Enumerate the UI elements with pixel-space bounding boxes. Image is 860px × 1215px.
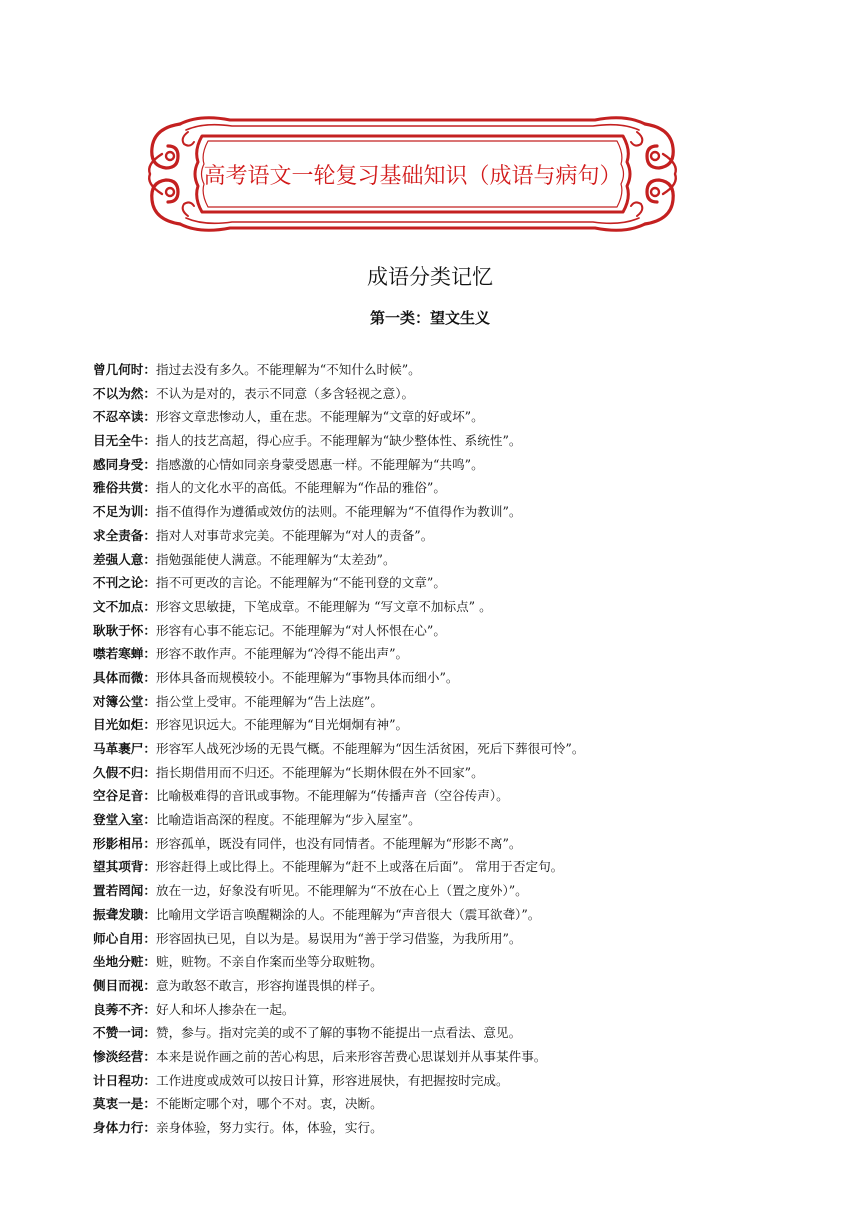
list-item bbox=[93, 1021, 833, 1045]
idiom-definition: 形容军人战死沙场的无畏气概。不能理解为“因生活贫困，死后下葬很可怜”。 bbox=[155, 741, 585, 756]
idiom-term: 师心自用： bbox=[93, 930, 156, 946]
section-heading: 成语分类记忆 bbox=[367, 265, 493, 289]
idiom-definition: 比喻造诣高深的程度。不能理解为“步入屋室”。 bbox=[155, 812, 421, 828]
idiom-definition: 亲身体验，努力实行。体，体验，实行。 bbox=[155, 1120, 383, 1135]
list-item bbox=[93, 1045, 833, 1069]
list-item bbox=[93, 998, 833, 1022]
list-item bbox=[93, 1092, 833, 1116]
idiom-definition: 形容孤单，既没有同伴，也没有同情者。不能理解为“形影不离”。 bbox=[155, 835, 522, 851]
list-item bbox=[93, 571, 833, 595]
idiom-term: 目光如炬： bbox=[93, 717, 156, 733]
idiom-definition: 形容文思敏捷，下笔成章。不能理解为 “写文章不加标点” 。 bbox=[155, 598, 492, 614]
list-item bbox=[93, 666, 833, 690]
idiom-definition: 比喻极难得的音讯或事物。不能理解为“传播声音（空谷传声）。 bbox=[155, 788, 509, 804]
list-item bbox=[93, 950, 833, 974]
idiom-definition: 指公堂上受审。不能理解为“告上法庭”。 bbox=[155, 693, 383, 709]
list-item bbox=[93, 1116, 833, 1140]
list-item bbox=[93, 927, 833, 951]
list-item bbox=[93, 548, 833, 572]
idiom-definition: 指对人对事苛求完美。不能理解为“对人的责备”。 bbox=[155, 527, 434, 543]
idiom-definition: 形容有心事不能忘记。不能理解为“对人怀恨在心”。 bbox=[155, 622, 446, 638]
list-item bbox=[93, 382, 833, 406]
idiom-definition: 指长期借用而不归还。不能理解为“长期休假在外不回家”。 bbox=[155, 764, 484, 780]
idiom-term: 久假不归： bbox=[93, 764, 156, 780]
list-item bbox=[93, 1069, 833, 1093]
idiom-term: 望其项背： bbox=[93, 859, 156, 875]
list-item bbox=[93, 453, 833, 477]
idiom-definition: 形体具备而规模较小。不能理解为“事物具体而细小”。 bbox=[155, 669, 459, 685]
idiom-definition: 指人的技艺高超，得心应手。不能理解为“缺少整体性、系统性”。 bbox=[155, 433, 522, 449]
idiom-term: 置若罔闻： bbox=[93, 883, 156, 899]
idiom-definition: 好人和坏人掺杂在一起。 bbox=[155, 1001, 295, 1017]
idiom-definition: 指感激的心情如同亲身蒙受恩惠一样。不能理解为“共鸣”。 bbox=[155, 456, 484, 472]
idiom-term: 良莠不齐： bbox=[93, 1001, 156, 1017]
list-item bbox=[93, 879, 833, 903]
list-item bbox=[93, 619, 833, 643]
list-item bbox=[93, 476, 833, 500]
idiom-definition: 形容文章悲惨动人，重在悲。不能理解为“文章的好或坏”。 bbox=[155, 409, 484, 425]
idiom-definition: 指人的文化水平的高低。不能理解为“作品的雅俗”。 bbox=[155, 480, 446, 496]
idiom-term: 对簿公堂： bbox=[93, 693, 156, 709]
list-item bbox=[93, 358, 833, 382]
idiom-definition: 形容赶得上或比得上。不能理解为“赶不上或落在后面”。 常用于否定句。 bbox=[155, 859, 564, 875]
list-item bbox=[93, 974, 833, 998]
idiom-term: 求全责备： bbox=[93, 527, 156, 543]
list-item bbox=[93, 690, 833, 714]
list-item bbox=[93, 642, 833, 666]
idiom-term: 不足为训： bbox=[93, 504, 156, 520]
category-heading: 第一类：望文生义 bbox=[369, 309, 490, 327]
idiom-term: 耿耿于怀： bbox=[93, 622, 156, 638]
list-item bbox=[93, 808, 833, 832]
idiom-definition: 不能断定哪个对，哪个不对。衷，决断。 bbox=[155, 1096, 383, 1112]
idiom-definition: 工作进度或成效可以按日计算，形容进展快，有把握按时完成。 bbox=[155, 1072, 509, 1088]
idiom-definition: 指勉强能使人满意。不能理解为“太差劲”。 bbox=[155, 551, 396, 567]
idiom-term: 侧目而视： bbox=[93, 977, 156, 993]
list-item bbox=[93, 903, 833, 927]
idiom-term: 空谷足音： bbox=[93, 788, 156, 804]
idiom-definition: 比喻用文学语言唤醒糊涂的人。不能理解为“声音很大（震耳欲聋）”。 bbox=[155, 906, 541, 922]
idiom-term: 登堂入室： bbox=[93, 812, 156, 828]
list-item bbox=[93, 784, 833, 808]
list-item bbox=[93, 524, 833, 548]
idiom-definition: 不认为是对的，表示不同意（多含轻视之意）。 bbox=[155, 385, 415, 401]
list-item bbox=[93, 595, 833, 619]
idiom-definition: 形容不敢作声。不能理解为“冷得不能出声”。 bbox=[155, 646, 409, 662]
idiom-term: 不忍卒读： bbox=[93, 409, 156, 425]
list-item bbox=[93, 713, 833, 737]
idiom-definition: 指过去没有多久。不能理解为“不知什么时候”。 bbox=[155, 362, 421, 377]
idiom-term: 身体力行： bbox=[93, 1120, 156, 1135]
list-item bbox=[93, 761, 833, 785]
idiom-list bbox=[93, 358, 833, 1140]
idiom-term: 不赞一词： bbox=[93, 1025, 156, 1041]
idiom-term: 感同身受： bbox=[93, 456, 156, 472]
idiom-term: 曾几何时： bbox=[93, 362, 156, 377]
idiom-term: 噤若寒蝉： bbox=[93, 646, 156, 662]
idiom-term: 计日程功： bbox=[93, 1072, 156, 1088]
idiom-definition: 赃，赃物。不亲自作案而坐等分取赃物。 bbox=[155, 954, 383, 970]
list-item bbox=[93, 855, 833, 879]
idiom-definition: 指不可更改的言论。不能理解为“不能刊登的文章”。 bbox=[155, 575, 446, 591]
idiom-term: 坐地分赃： bbox=[93, 954, 156, 970]
idiom-definition: 指不值得作为遵循或效仿的法则。不能理解为“不值得作为教训”。 bbox=[155, 504, 522, 520]
list-item bbox=[93, 429, 833, 453]
idiom-definition: 形容固执已见，自以为是。易误用为“善于学习借鉴，为我所用”。 bbox=[155, 930, 522, 946]
list-item bbox=[93, 832, 833, 856]
list-item bbox=[93, 405, 833, 429]
title-banner bbox=[140, 110, 685, 238]
idiom-term: 形影相吊： bbox=[93, 835, 156, 851]
idiom-term: 文不加点： bbox=[93, 598, 156, 614]
idiom-term: 差强人意： bbox=[93, 551, 156, 567]
idiom-term: 振聋发聩： bbox=[93, 906, 156, 922]
idiom-term: 具体而微： bbox=[93, 669, 156, 685]
idiom-term: 莫衷一是： bbox=[93, 1096, 156, 1112]
idiom-term: 目无全牛： bbox=[93, 433, 156, 449]
idiom-term: 惨淡经营： bbox=[93, 1048, 156, 1064]
list-item bbox=[93, 737, 833, 761]
idiom-definition: 形容见识远大。不能理解为“目光炯炯有神”。 bbox=[155, 717, 409, 733]
idiom-term: 不以为然： bbox=[93, 385, 156, 401]
idiom-term: 不刊之论： bbox=[93, 575, 156, 591]
idiom-definition: 赞，参与。指对完美的或不了解的事物不能提出一点看法、意见。 bbox=[155, 1025, 522, 1041]
list-item bbox=[93, 500, 833, 524]
document-title: 高考语文一轮复习基础知识（成语与病句） bbox=[203, 163, 622, 189]
idiom-definition: 放在一边，好象没有听见。不能理解为“不放在心上（置之度外）”。 bbox=[155, 883, 528, 899]
idiom-definition: 本来是说作画之前的苦心构思，后来形容苦费心思谋划并从事某件事。 bbox=[155, 1048, 547, 1064]
idiom-term: 马革裹尸： bbox=[93, 741, 156, 756]
idiom-definition: 意为敢怒不敢言，形容拘谨畏惧的样子。 bbox=[155, 977, 383, 993]
idiom-term: 雅俗共赏： bbox=[93, 480, 156, 496]
